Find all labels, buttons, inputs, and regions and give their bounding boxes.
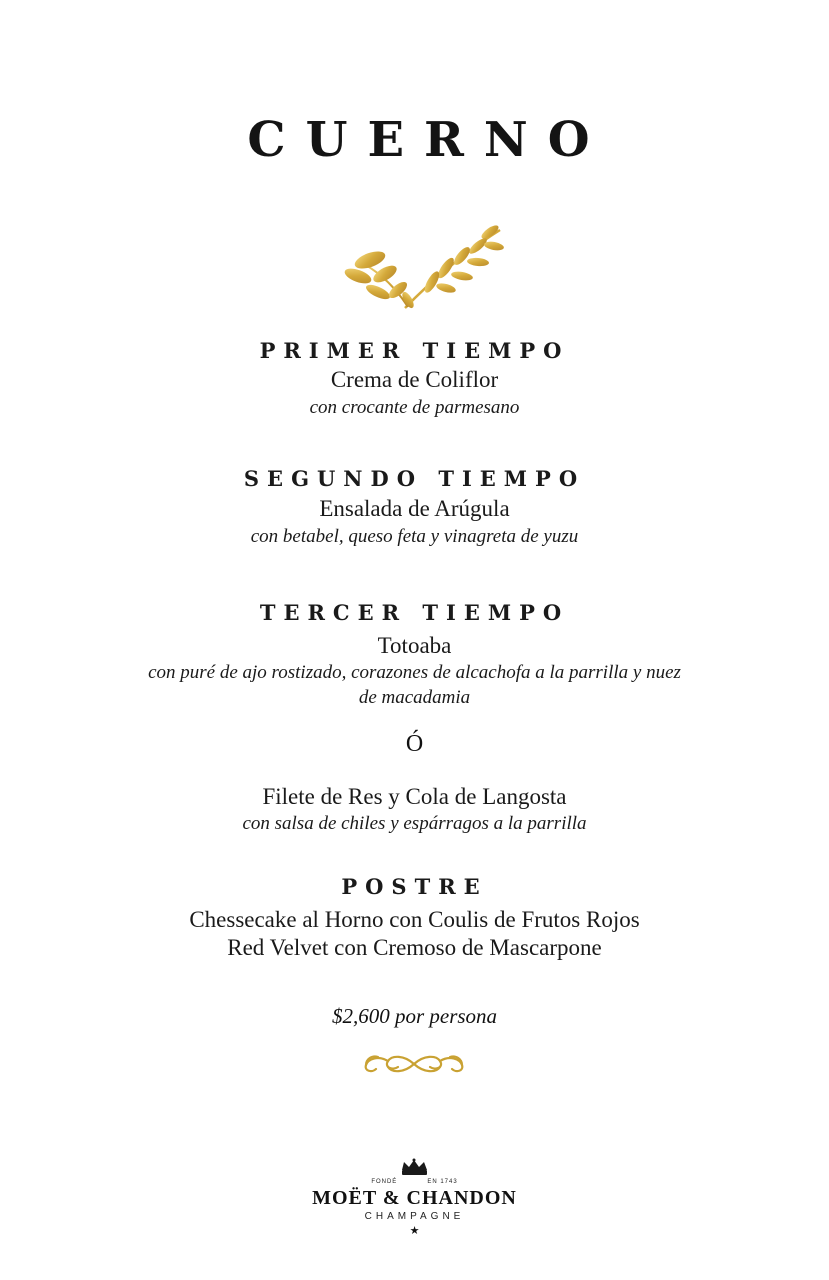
- course-dish-segundo: Ensalada de Arúgula: [319, 496, 510, 521]
- moet-year-text: EN 1743: [427, 1179, 458, 1185]
- alt-course-dish: Filete de Res y Cola de Langosta: [262, 784, 567, 809]
- course-title-tercer: TERCER TIEMPO: [259, 600, 570, 625]
- course-desc-primer: con crocante de parmesano: [309, 397, 520, 418]
- laurel-branch-icon: [0, 212, 829, 316]
- moet-brand-name: MOËT & CHANDON: [312, 1187, 517, 1209]
- course-desc-segundo: con betabel, queso feta y vinagreta de yuzu: [250, 526, 579, 547]
- course-title-primer: PRIMER TIEMPO: [259, 338, 570, 363]
- or-separator: Ó: [405, 731, 424, 757]
- star-icon: ★: [409, 1224, 420, 1237]
- dessert-title: POSTRE: [341, 874, 488, 899]
- moet-fonde-text: FONDÉ: [371, 1179, 398, 1185]
- alt-course-desc: con salsa de chiles y espárragos a la parrilla: [242, 813, 587, 834]
- moet-chandon-logo: [0, 1158, 829, 1248]
- price: $2,600 por persona: [331, 1004, 498, 1028]
- flourish-ornament-icon: [0, 1047, 829, 1081]
- course-desc-tercer-line2: de macadamia: [358, 687, 471, 708]
- crown-icon: [0, 1158, 829, 1178]
- dessert-item: Chessecake al Horno con Coulis de Frutos Rojos: [189, 907, 640, 932]
- course-dish-primer: Crema de Coliflor: [330, 367, 499, 392]
- dessert-item: Red Velvet con Cremoso de Mascarpone: [227, 935, 602, 960]
- restaurant-name: CUERNO: [247, 112, 610, 168]
- moet-champagne-text: CHAMPAGNE: [364, 1211, 465, 1222]
- course-dish-tercer: Totoaba: [377, 633, 452, 658]
- course-title-segundo: SEGUNDO TIEMPO: [243, 466, 586, 491]
- course-desc-tercer-line1: con puré de ajo rostizado, corazones de alcachofa a la parrilla y nuez: [148, 662, 681, 683]
